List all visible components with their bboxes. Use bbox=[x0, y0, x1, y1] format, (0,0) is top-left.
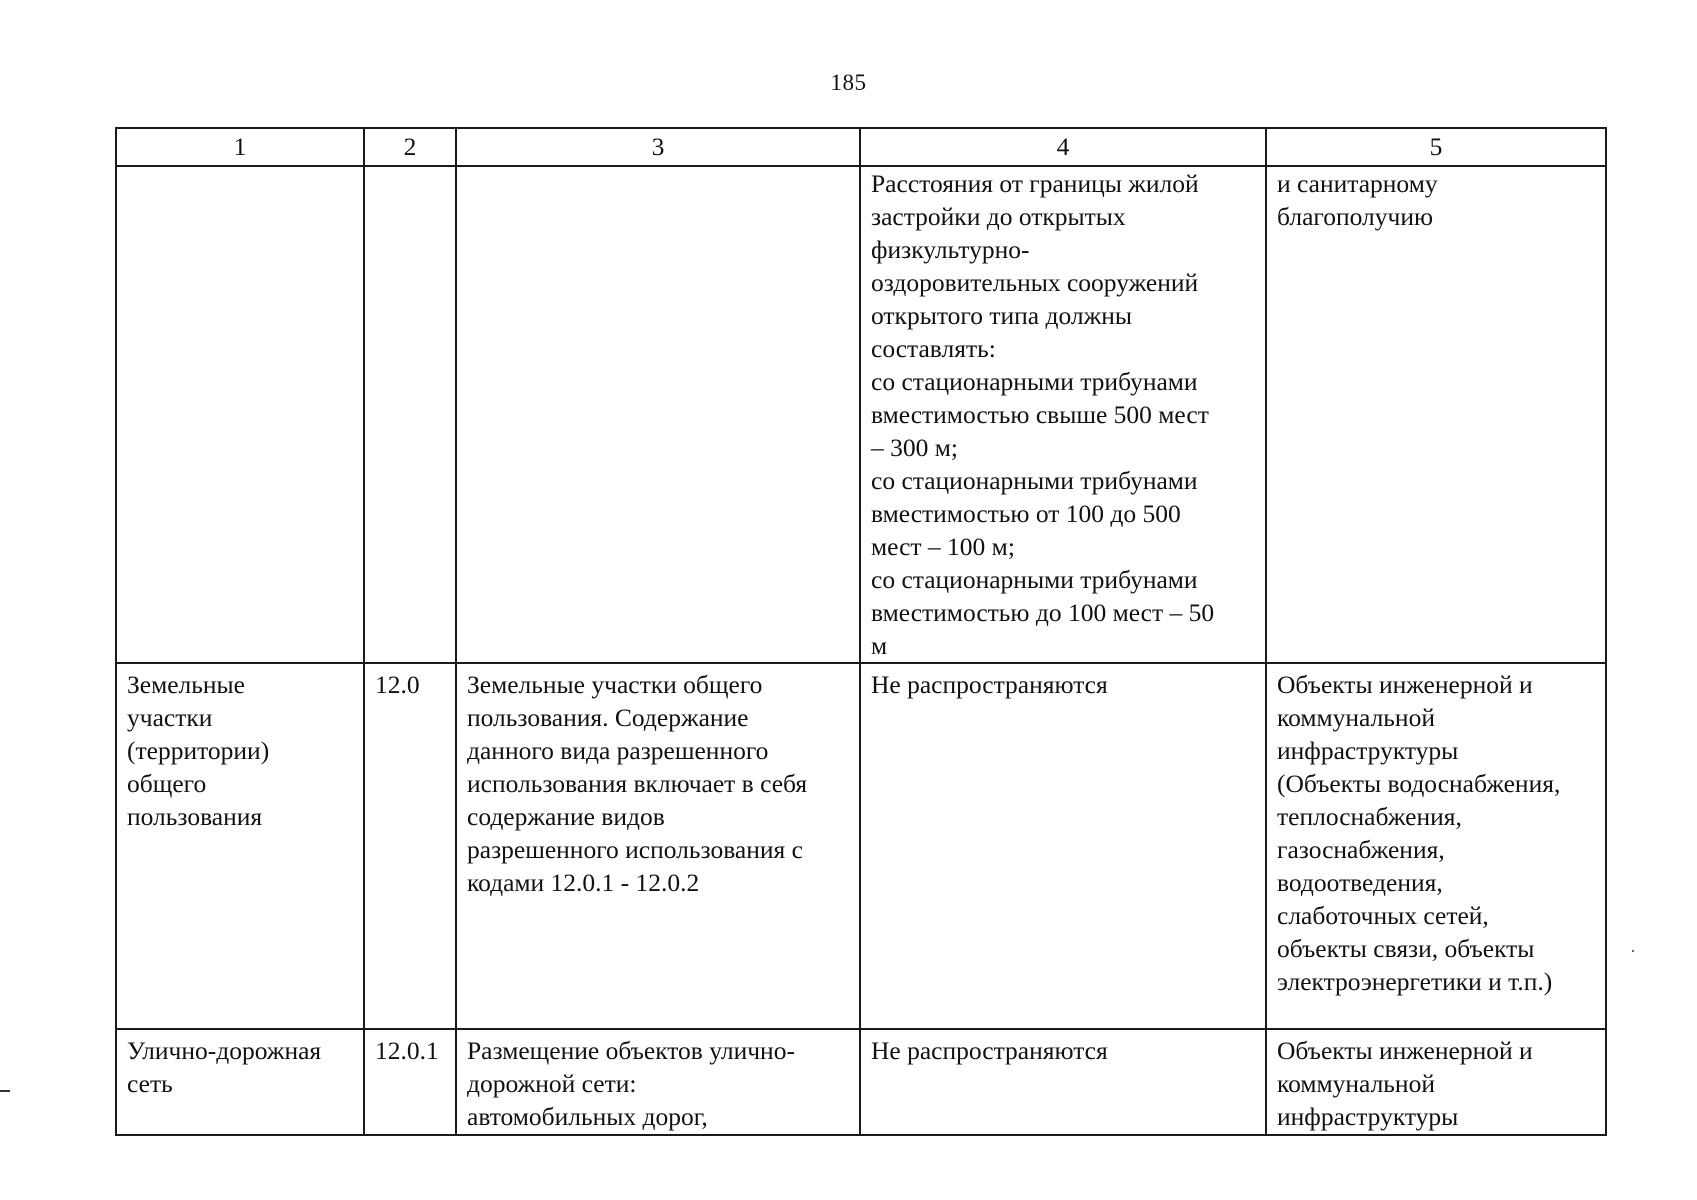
table-cell-restrictions: Не распространяются bbox=[860, 663, 1266, 1029]
table-cell-description: Земельные участки общего пользования. Содержание данного вида разрешенного использования включает в себя содержание видов разрешенного использования с кодами 12.0.1 - 12.0.2 bbox=[456, 663, 860, 1029]
page-number: 185 bbox=[830, 70, 867, 95]
column-header-1: 1 bbox=[116, 128, 364, 166]
table-header-row bbox=[116, 128, 1606, 166]
table-row bbox=[116, 663, 1606, 1029]
table-row bbox=[116, 166, 1606, 663]
table-cell-restrictions: Расстояния от границы жилой застройки до открытых физкультурно- оздоровительных сооружений открытого типа должны составлять: со стационарными трибунами вместимостью свыше 500 мест – 300 м; со стационарными трибунами вместимостью от 100 до 500 мест – 100 м; со стационарными трибунами вместимостью до 100 мест – 50 м bbox=[860, 166, 1266, 663]
table-cell-auxiliary: Объекты инженерной и коммунальной инфраструктуры (Объекты водоснабжения, теплоснабжения, газоснабжения, водоотведения, слаботочных сетей, объекты связи, объекты электроэнергетики и т.п.) bbox=[1266, 663, 1606, 1029]
table-row bbox=[116, 1029, 1606, 1135]
table-cell-description bbox=[456, 166, 860, 663]
table-cell-auxiliary: и санитарному благополучию bbox=[1266, 166, 1606, 663]
table-cell-name: Земельные участки (территории) общего пользования bbox=[116, 663, 364, 1029]
scan-margin-mark bbox=[0, 1090, 10, 1092]
table-cell-code: 12.0.1 bbox=[364, 1029, 456, 1135]
column-header-2: 2 bbox=[364, 128, 456, 166]
table-cell-code bbox=[364, 166, 456, 663]
table-cell-name: Улично-дорожная сеть bbox=[116, 1029, 364, 1135]
table-cell-description: Размещение объектов улично- дорожной сети: автомобильных дорог, bbox=[456, 1029, 860, 1135]
table-cell-restrictions: Не распространяются bbox=[860, 1029, 1266, 1135]
regulations-table bbox=[115, 127, 1607, 1136]
table-cell-auxiliary: Объекты инженерной и коммунальной инфраструктуры bbox=[1266, 1029, 1606, 1135]
table-cell-name bbox=[116, 166, 364, 663]
column-header-5: 5 bbox=[1266, 128, 1606, 166]
table-cell-code: 12.0 bbox=[364, 663, 456, 1029]
column-header-4: 4 bbox=[860, 128, 1266, 166]
scan-speck bbox=[1632, 950, 1634, 952]
column-header-3: 3 bbox=[456, 128, 860, 166]
